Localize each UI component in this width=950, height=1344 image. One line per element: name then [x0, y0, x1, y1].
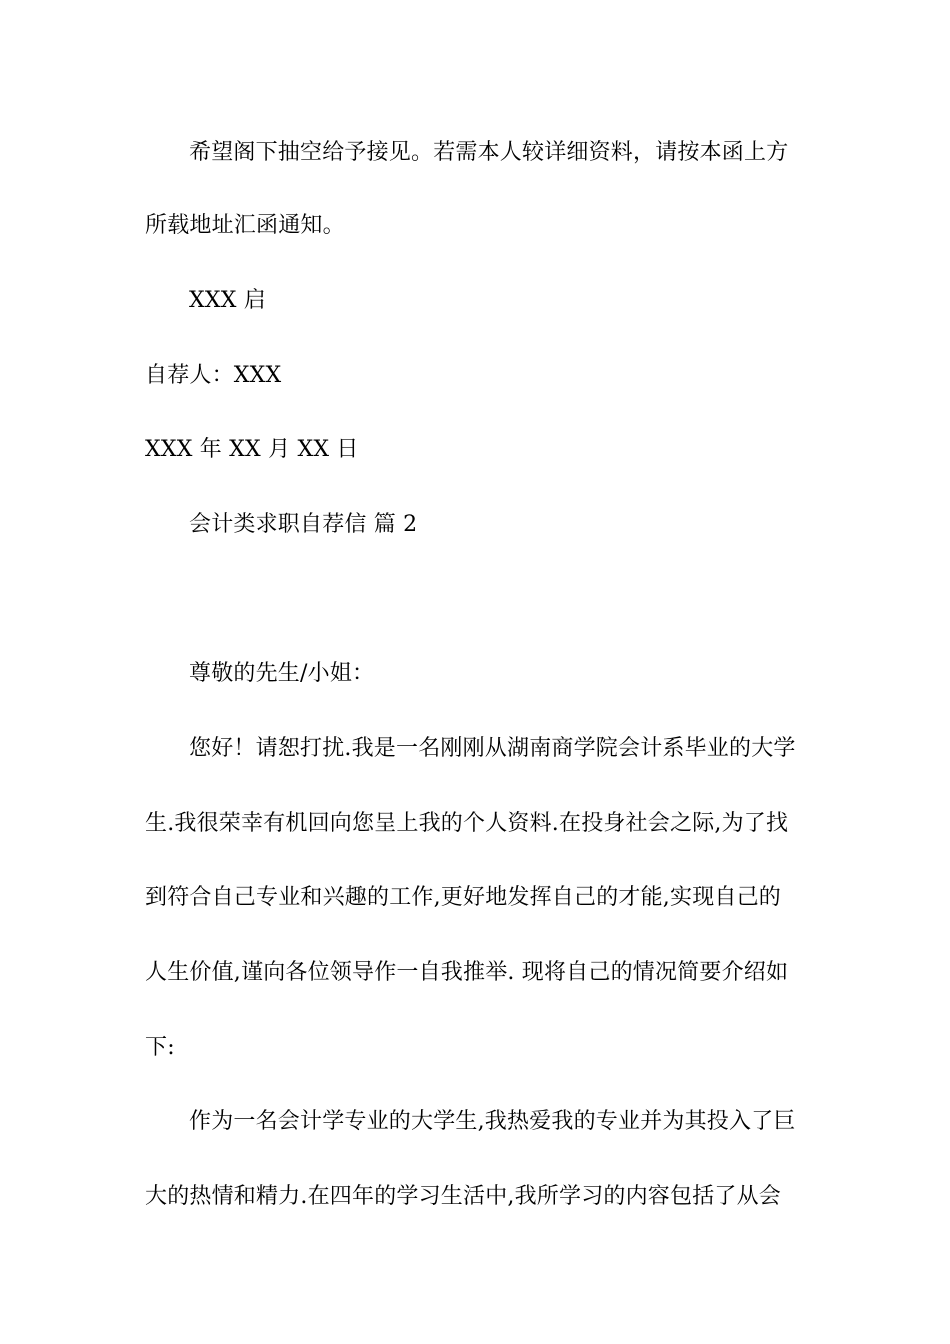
paragraph-line: 大的热情和精力.在四年的学习生活中,我所学习的内容包括了从会	[145, 1184, 781, 1209]
paragraph-line: 希望阁下抽空给予接见。若需本人较详细资料，请按本函上方	[189, 140, 789, 165]
paragraph-line: 所载地址汇函通知。	[145, 213, 345, 238]
paragraph-line: 下:	[145, 1035, 175, 1060]
paragraph-line: 人生价值,谨向各位领导作一自我推举. 现将自己的情况简要介绍如	[145, 960, 789, 985]
recommender-name: 自荐人：XXX	[145, 363, 282, 388]
closing-signature: XXX 启	[189, 288, 266, 313]
paragraph-line: 您好！请恕打扰.我是一名刚刚从湖南商学院会计系毕业的大学	[189, 736, 796, 761]
paragraph-line: 生.我很荣幸有机回向您呈上我的个人资料.在投身社会之际,为了找	[145, 811, 789, 836]
salutation: 尊敬的先生/小姐：	[189, 661, 375, 686]
letter-date: XXX 年 XX 月 XX 日	[145, 437, 359, 462]
section-heading: 会计类求职自荐信 篇 2	[189, 512, 418, 537]
paragraph-line: 到符合自己专业和兴趣的工作,更好地发挥自己的才能,实现自己的	[145, 885, 781, 910]
paragraph-line: 作为一名会计学专业的大学生,我热爱我的专业并为其投入了巨	[189, 1109, 796, 1134]
